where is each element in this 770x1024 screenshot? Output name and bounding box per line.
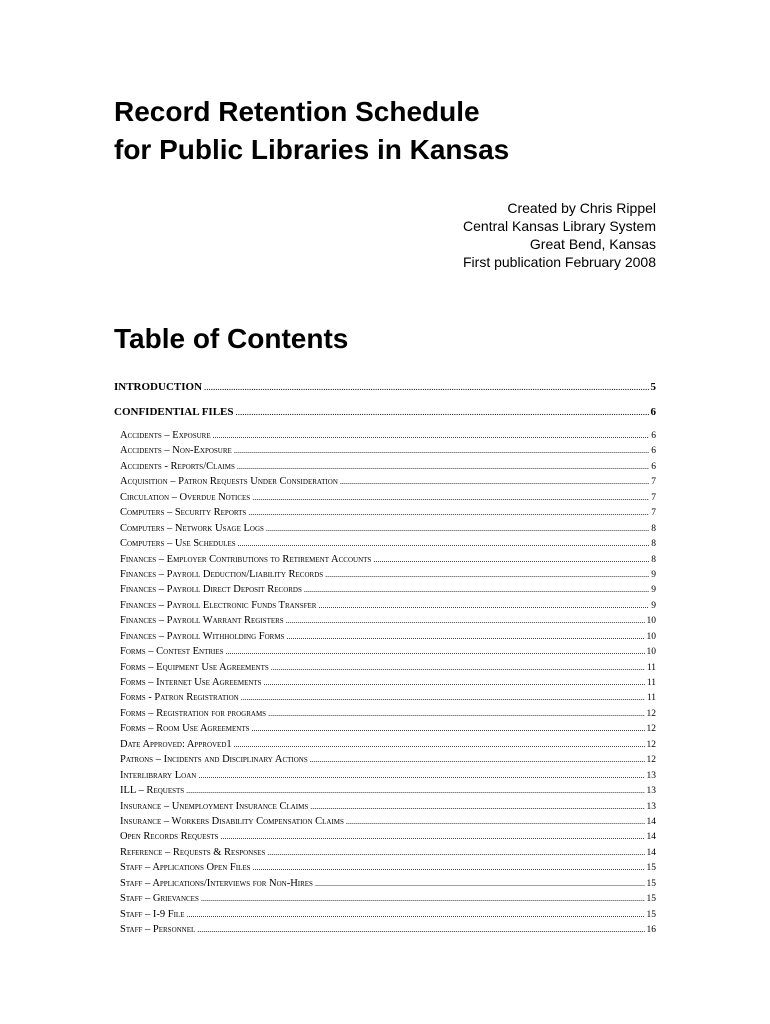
- toc-entry-label: Forms – Registration for programs: [120, 707, 267, 719]
- toc-entry-page: 6: [651, 431, 656, 441]
- toc-entry-label: Patrons – Incidents and Disciplinary Actions: [120, 754, 308, 766]
- toc-entry-label: Computers – Use Schedules: [120, 538, 236, 550]
- toc-entry-label: Finances – Payroll Electronic Funds Transfer: [120, 599, 317, 611]
- toc-entry[interactable]: [114, 814, 656, 829]
- toc-leader-dots: [253, 860, 645, 875]
- toc-leader-dots: [213, 428, 650, 443]
- toc-entry-label: Forms – Room Use Agreements: [120, 723, 250, 735]
- toc-entry[interactable]: [114, 660, 656, 675]
- toc-entry-page: 9: [651, 585, 656, 596]
- toc-leader-dots: [318, 598, 649, 613]
- toc-leader-dots: [248, 505, 649, 520]
- toc-entry-label: Staff – Applications/Interviews for Non-Hires: [120, 877, 313, 889]
- toc-entry-label: Accidents - Reports/Claims: [120, 460, 235, 472]
- toc-entry[interactable]: [114, 644, 656, 659]
- toc-leader-dots: [346, 814, 645, 829]
- toc-entry-page: 10: [646, 616, 656, 627]
- toc-entry-label: Staff – Applications Open Files: [120, 862, 251, 874]
- toc-entry[interactable]: [114, 380, 656, 395]
- toc-entry-label: Finances – Payroll Deduction/Liability Records: [120, 568, 324, 580]
- title-line-1: Record Retention Schedule: [114, 96, 480, 127]
- toc-entry-page: 13: [646, 786, 656, 797]
- toc-entry[interactable]: [114, 505, 656, 520]
- toc-entry[interactable]: [114, 490, 656, 505]
- toc-entry-page: 6: [650, 406, 656, 418]
- toc-leader-dots: [252, 721, 645, 736]
- toc-leader-dots: [226, 644, 645, 659]
- toc-entry-page: 13: [646, 770, 656, 781]
- toc-leader-dots: [241, 690, 645, 705]
- toc-entry-label: Staff – I-9 File: [120, 908, 185, 920]
- toc-entry-page: 11: [646, 693, 656, 704]
- toc-entry[interactable]: [114, 752, 656, 767]
- toc-entry-page: 8: [651, 554, 656, 565]
- toc-entry[interactable]: [114, 598, 656, 613]
- toc-leader-dots: [340, 474, 649, 489]
- toc-entry-label: INTRODUCTION: [114, 381, 203, 393]
- table-of-contents: [114, 380, 656, 937]
- toc-entry-page: 15: [646, 878, 656, 889]
- toc-entry-page: 11: [646, 662, 656, 673]
- toc-entry-label: Finances – Payroll Warrant Registers: [120, 615, 284, 627]
- toc-entry-label: Insurance – Unemployment Insurance Claims: [120, 800, 309, 812]
- toc-entry[interactable]: [114, 860, 656, 875]
- toc-entry[interactable]: [114, 845, 656, 860]
- toc-entry-label: Acquisition – Patron Requests Under Consideration: [120, 476, 338, 488]
- toc-entry-page: 8: [651, 523, 656, 534]
- toc-leader-dots: [268, 706, 644, 721]
- credit-author: Created by Chris Rippel: [507, 200, 656, 216]
- toc-leader-dots: [236, 405, 649, 420]
- toc-leader-dots: [252, 490, 649, 505]
- toc-entry-label: Interlibrary Loan: [120, 769, 197, 781]
- toc-entry-label: Finances – Employer Contributions to Retirement Accounts: [120, 553, 372, 565]
- toc-entry[interactable]: [114, 829, 656, 844]
- toc-entry-page: 14: [646, 832, 656, 843]
- toc-entry-page: 12: [646, 755, 656, 766]
- toc-leader-dots: [286, 613, 645, 628]
- toc-entry-page: 12: [646, 739, 656, 750]
- toc-entry-page: 5: [650, 381, 656, 393]
- toc-entry[interactable]: [114, 721, 656, 736]
- toc-entry[interactable]: [114, 799, 656, 814]
- toc-entry-label: Accidents – Exposure: [120, 430, 211, 441]
- toc-leader-dots: [198, 768, 644, 783]
- toc-entry[interactable]: [114, 536, 656, 551]
- toc-leader-dots: [286, 629, 644, 644]
- toc-leader-dots: [310, 752, 645, 767]
- toc-entry-page: 10: [646, 631, 656, 642]
- toc-entry[interactable]: [114, 405, 656, 420]
- toc-entry[interactable]: [114, 428, 656, 443]
- toc-leader-dots: [310, 799, 644, 814]
- toc-entry-label: Forms – Equipment Use Agreements: [120, 661, 269, 673]
- credit-organization: Central Kansas Library System: [463, 218, 656, 234]
- toc-leader-dots: [234, 443, 649, 458]
- toc-entry[interactable]: [114, 613, 656, 628]
- toc-entry-page: 16: [646, 925, 656, 935]
- toc-entry[interactable]: [114, 783, 656, 798]
- toc-leader-dots: [234, 737, 645, 752]
- toc-leader-dots: [264, 675, 645, 690]
- toc-leader-dots: [266, 521, 649, 536]
- toc-entry[interactable]: [114, 443, 656, 458]
- toc-entry[interactable]: [114, 582, 656, 597]
- toc-leader-dots: [304, 582, 649, 597]
- toc-entry-label: Reference – Requests & Responses: [120, 846, 266, 858]
- toc-entry-page: 15: [646, 909, 656, 920]
- toc-leader-dots: [325, 567, 649, 582]
- toc-entry[interactable]: [114, 891, 656, 906]
- toc-entry-label: Forms – Internet Use Agreements: [120, 677, 262, 688]
- toc-entry-label: ILL – Requests: [120, 785, 185, 797]
- toc-entry-page: 13: [646, 801, 656, 812]
- toc-heading: Table of Contents: [114, 323, 349, 354]
- toc-entry-label: Computers – Network Usage Logs: [120, 522, 264, 534]
- toc-leader-dots: [204, 380, 648, 395]
- toc-leader-dots: [237, 459, 649, 474]
- toc-entry-page: 7: [651, 492, 656, 503]
- toc-entry-page: 14: [646, 816, 656, 827]
- toc-entry-label: Finances – Payroll Withholding Forms: [120, 630, 285, 642]
- toc-entry-label: Date Approved: Approved1: [120, 738, 232, 750]
- toc-entry-label: Forms - Patron Registration: [120, 692, 239, 704]
- toc-entry[interactable]: [114, 737, 656, 752]
- toc-entry[interactable]: [114, 922, 656, 937]
- toc-entry-page: 11: [646, 678, 656, 688]
- toc-entry-label: Open Records Requests: [120, 831, 219, 843]
- toc-leader-dots: [186, 783, 644, 798]
- toc-entry-page: 12: [646, 708, 656, 719]
- toc-entry-label: CONFIDENTIAL FILES: [114, 406, 234, 418]
- toc-entry[interactable]: [114, 459, 656, 474]
- title-line-2: for Public Libraries in Kansas: [114, 134, 510, 165]
- toc-entry[interactable]: [114, 552, 656, 567]
- toc-leader-dots: [238, 536, 650, 551]
- toc-entry[interactable]: [114, 675, 656, 690]
- toc-entry[interactable]: [114, 629, 656, 644]
- toc-entry[interactable]: [114, 690, 656, 705]
- toc-leader-dots: [271, 660, 645, 675]
- toc-entry-label: Forms – Contest Entries: [120, 646, 224, 658]
- toc-entry-page: 14: [646, 847, 656, 858]
- toc-entry[interactable]: [114, 706, 656, 721]
- toc-entry-label: Insurance – Workers Disability Compensation Claims: [120, 815, 344, 827]
- toc-entry-label: Staff – Personnel: [120, 924, 196, 935]
- toc-leader-dots: [267, 845, 644, 860]
- toc-entry[interactable]: [114, 521, 656, 536]
- toc-entry[interactable]: [114, 474, 656, 489]
- toc-leader-dots: [373, 552, 649, 567]
- toc-entry-label: Circulation – Overdue Notices: [120, 491, 251, 503]
- document-title: [114, 93, 509, 169]
- credits-block: [463, 199, 656, 271]
- toc-leader-dots: [315, 876, 645, 891]
- toc-entry-page: 8: [651, 539, 656, 550]
- toc-entry-label: Finances – Payroll Direct Deposit Records: [120, 584, 302, 596]
- toc-entry-page: 9: [651, 600, 656, 611]
- toc-entry-page: 15: [646, 863, 656, 874]
- toc-entry-page: 15: [646, 894, 656, 905]
- toc-entry[interactable]: [114, 876, 656, 891]
- toc-entry[interactable]: [114, 907, 656, 922]
- credit-location: Great Bend, Kansas: [529, 236, 656, 252]
- toc-entry-page: 6: [651, 446, 656, 457]
- toc-entry-page: 7: [651, 508, 656, 519]
- toc-entry-page: 6: [651, 461, 656, 472]
- toc-entry-page: 12: [646, 724, 656, 735]
- toc-entry-label: Computers – Security Reports: [120, 507, 247, 519]
- toc-leader-dots: [187, 907, 645, 922]
- toc-entry[interactable]: [114, 567, 656, 582]
- toc-leader-dots: [220, 829, 644, 844]
- toc-leader-dots: [201, 891, 645, 906]
- toc-entry[interactable]: [114, 768, 656, 783]
- toc-entry-page: 7: [651, 477, 656, 488]
- toc-entry-label: Accidents – Non-Exposure: [120, 445, 232, 457]
- credit-publication-date: First publication February 2008: [463, 254, 656, 270]
- toc-leader-dots: [197, 922, 644, 937]
- toc-entry-page: 10: [646, 647, 656, 658]
- toc-entry-page: 9: [651, 569, 656, 580]
- toc-entry-label: Staff – Grievances: [120, 893, 199, 905]
